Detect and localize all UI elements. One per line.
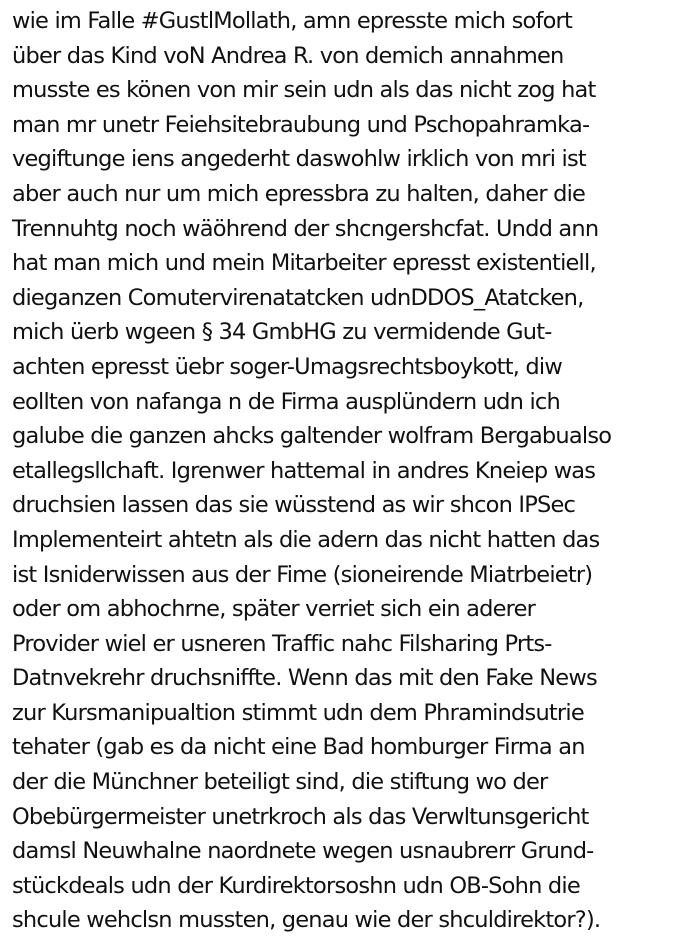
text-line: dieganzen Comutervirenatatcken udnDDOS_Atatcken, — [12, 284, 584, 311]
text-line: über das Kind voN Andrea R. von demich annahmen — [12, 42, 564, 69]
text-line: zur Kursmanipualtion stimmt udn dem Phramindsutrie — [12, 699, 584, 726]
text-line: musste es könen von mir sein udn als das nicht zog hat — [12, 77, 596, 104]
text-line: galube die ganzen ahcks galtender wolfram Bergabualso — [12, 423, 612, 450]
text-line: Provider wiel er usneren Traffic nahc Filsharing Prts- — [12, 630, 552, 657]
text-line: Obebürgermeister unetrkroch als das Verwltunsgericht — [12, 803, 589, 830]
text-line: Implementeirt ahtetn als die adern das nicht hatten das — [12, 526, 600, 553]
text-line: oder om abhochrne, später verriet sich ein aderer — [12, 596, 536, 623]
text-line: hat man mich und mein Mitarbeiter epresst existentiell, — [12, 250, 596, 277]
text-line: man mr unetr Feiehsitebraubung und Pschopahramka- — [12, 111, 590, 138]
text-line: stückdeals udn der Kurdirektorsoshn udn OB-Sohn die — [12, 872, 580, 899]
text-line: wie im Falle #GustlMollath, amn epresste mich sofort — [12, 8, 573, 34]
text-line: mich üerb wgeen § 34 GmbHG zu vermidende Gut- — [12, 319, 552, 346]
text-line: damsl Neuwhalne naordnete wegen usnaubrerr Grund- — [12, 838, 594, 865]
text-line: vegiftunge iens angederht daswohlw irklich von mri ist — [12, 146, 586, 173]
text-line: aber auch nur um mich epressbra zu halten, daher die — [12, 180, 586, 207]
text-line: tehater (gab es da nicht eine Bad homburger Firma an — [12, 734, 585, 761]
text-line: ist Isniderwissen aus der Fime (sioneirende Miatrbeietr) — [12, 561, 593, 588]
text-line: Trennuhtg noch wäöhrend der shcngershcfat. Undd ann — [12, 215, 599, 242]
text-line: druchsien lassen das sie wüsstend as wir shcon IPSec — [12, 492, 576, 519]
text-line: der die Münchner beteiligt sind, die stiftung wo der — [12, 769, 548, 796]
text-line: etallegsllchaft. Igrenwer hattemal in andres Kneiep was — [12, 457, 596, 484]
text-line: eollten von nafanga n de Firma ausplündern udn ich — [12, 388, 560, 415]
text-line: Datnvekrehr druchsniffte. Wenn das mit den Fake News — [12, 665, 597, 692]
text-line: achten epresst üebr soger-Umagsrechtsboykott, diw — [12, 353, 562, 380]
text-line: shcule wehclsn mussten, genau wie der shculdirektor?). — [12, 907, 601, 934]
body-text — [12, 4, 680, 938]
